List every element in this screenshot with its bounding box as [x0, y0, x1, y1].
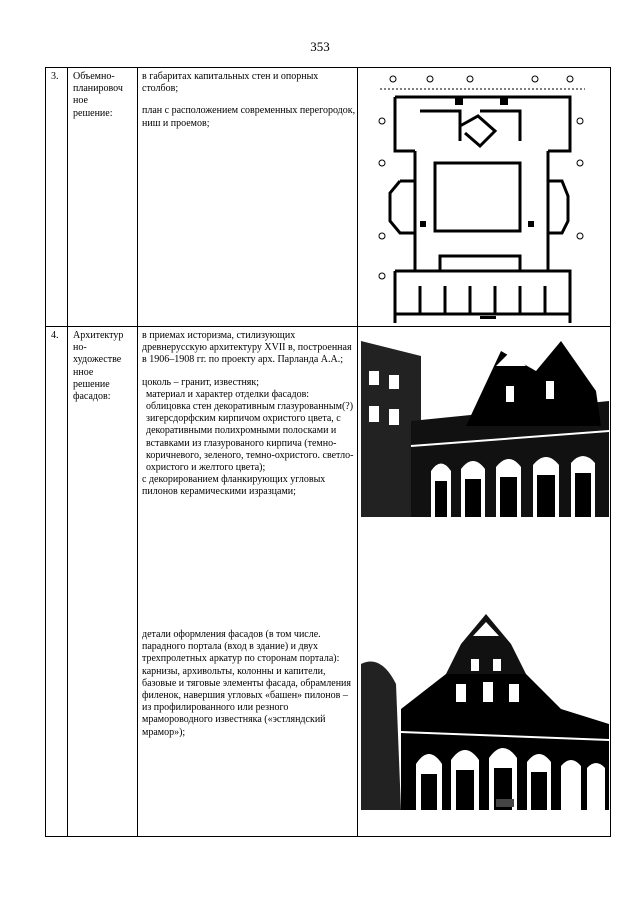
floor-plan-drawing	[360, 71, 607, 323]
paragraph: цоколь – гранит, известняк;	[142, 376, 260, 388]
row-description-top	[142, 330, 356, 499]
building-facade-photo	[361, 331, 609, 517]
table-border-left	[45, 67, 46, 837]
column-divider	[357, 67, 358, 837]
paragraph: карнизы, архивольты, колонны и капители, базовые и тяговые элементы фасада, обрамления филенок, навершия угловых «башен» пилонов – из профилированного или резного мрамороводного известняка («эстляндский мрамор»);	[142, 665, 351, 738]
paragraph: детали оформления фасадов (в том числе. парадного портала (вход в здание) и двух трехпролетных аркатур по сторонам портала):	[142, 629, 340, 665]
paragraph: план с расположением современных перегородок, ниш и проемов;	[142, 105, 356, 129]
floor-plan-icon	[360, 71, 607, 323]
paragraph: материал и характер отделки фасадов:	[146, 388, 310, 400]
row-heading: Архитектур но- художестве нное решение фасадов:	[73, 330, 124, 403]
table-border-right	[610, 67, 611, 837]
row-number: 3.	[51, 71, 59, 82]
row-divider	[45, 326, 611, 327]
building-portal-icon	[361, 614, 609, 810]
paragraph: в приемах историзма, стилизующих древнерусскую архитектуру XVII в, построенная в 1906–1908 гг. по проекту арх. Парланда А.А.;	[142, 330, 352, 366]
row-description	[142, 71, 356, 130]
row-heading: Объемно- планировоч ное решение:	[73, 71, 123, 119]
paragraph: облицовка стен декоративным глазурованным(?) зигерсдорфским кирпичом охристого цвета, с декоративными полихромными полосками и вставками из глазурованого кирпича (темно-коричневого, зеленого, темно-охристого. светло-охристого и желтого цвета);	[146, 401, 354, 474]
table-border-top	[45, 67, 611, 68]
table-border-bottom	[45, 836, 611, 837]
row-description-bottom	[142, 629, 356, 739]
paragraph: в габаритах капитальных стен и опорных столбов;	[142, 71, 319, 95]
building-portal-photo	[361, 614, 609, 810]
column-divider	[137, 67, 138, 837]
paragraph: с декорированием фланкирующих угловых пилонов керамическими изразцами;	[142, 474, 326, 498]
monument-table	[45, 67, 611, 837]
page-number: 353	[310, 39, 330, 54]
row-number: 4.	[51, 330, 59, 341]
column-divider	[67, 67, 68, 837]
building-facade-icon	[361, 331, 609, 517]
